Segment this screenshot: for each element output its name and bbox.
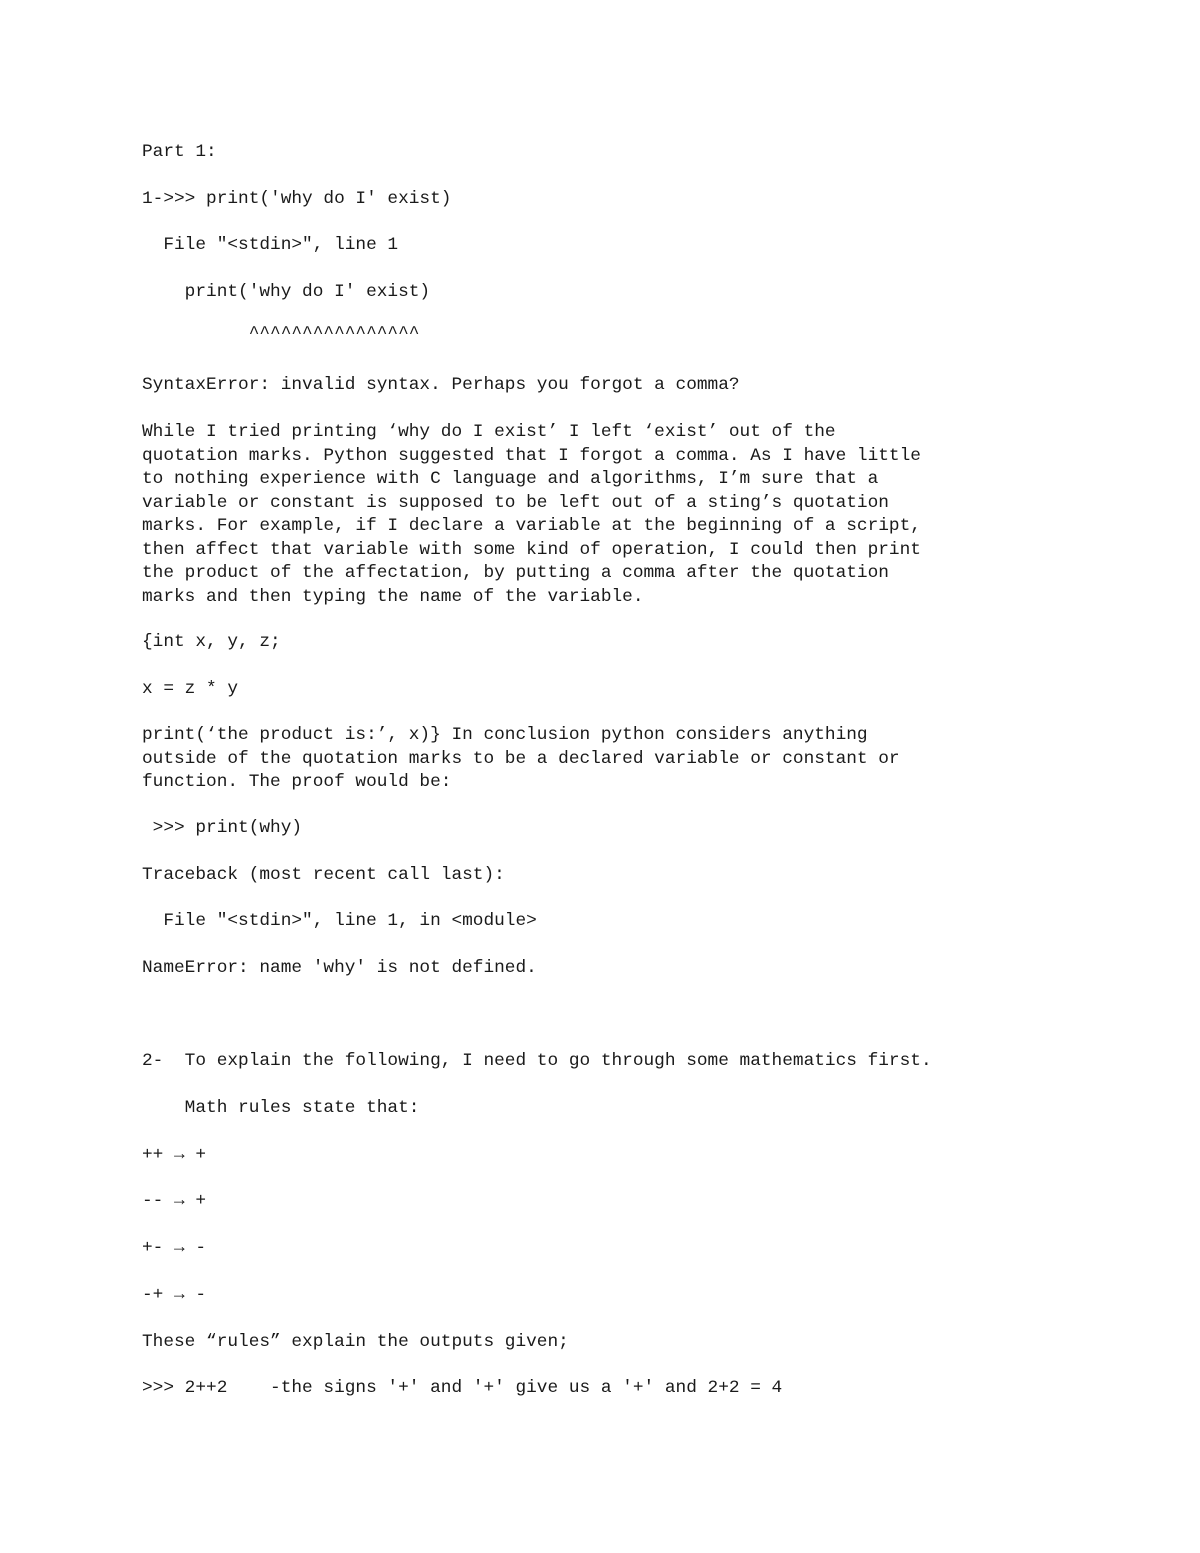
item1-traceback: Traceback (most recent call last): — [142, 865, 505, 885]
item1-proof-command: >>> print(why) — [142, 818, 303, 838]
item1-traceback-file: File "<stdin>", line 1, in <module> — [142, 911, 537, 931]
math-rule-item: +- → - — [142, 1238, 207, 1258]
math-rule-item: -+ → - — [142, 1285, 207, 1305]
item2-intro: 2- To explain the following, I need to go through some mathematics first. — [142, 1051, 932, 1071]
item2-rules-intro: Math rules state that: — [142, 1098, 420, 1118]
part-heading: Part 1: — [142, 142, 217, 162]
item2-rules-conclusion: These “rules” explain the outputs given; — [142, 1332, 569, 1352]
math-rule-item: -- → + — [142, 1191, 207, 1211]
item1-file-line: File "<stdin>", line 1 — [142, 235, 399, 255]
item2-example: >>> 2++2 -the signs '+' and '+' give us a '+' and 2+2 = 4 — [142, 1378, 783, 1398]
math-rule-item: ++ → + — [142, 1145, 207, 1165]
item1-name-error: NameError: name 'why' is not defined. — [142, 958, 537, 978]
item1-caret-marker: ^^^^^^^^^^^^^^^^ — [142, 324, 420, 344]
item1-command: 1->>> print('why do I' exist) — [142, 189, 452, 209]
item1-explanation-paragraph: While I tried printing ‘why do I exist’ I left ‘exist’ out of the quotation marks. Python suggested that I forgot a comma. As I have little to nothing experience with C language and algorithms, I’m sure that a variable or constant is supposed to be left out of a sting’s quotation marks. For example, if I declare a variable at the beginning of a script, then affect that variable with some kind of operation, I could then print the product of the affectation, by putting a comma after the quotation marks and then typing the name of the variable. — [142, 422, 921, 607]
item1-code-echo: print('why do I' exist) — [142, 282, 431, 302]
item1-code-declaration: {int x, y, z; — [142, 632, 281, 652]
item1-code-assignment: x = z * y — [142, 679, 239, 699]
item1-conclusion-paragraph: print(‘the product is:’, x)} In conclusion python considers anything outside of the quotation marks to be a declared variable or constant or function. The proof would be: — [142, 725, 900, 792]
item1-syntax-error: SyntaxError: invalid syntax. Perhaps you forgot a comma? — [142, 375, 740, 395]
